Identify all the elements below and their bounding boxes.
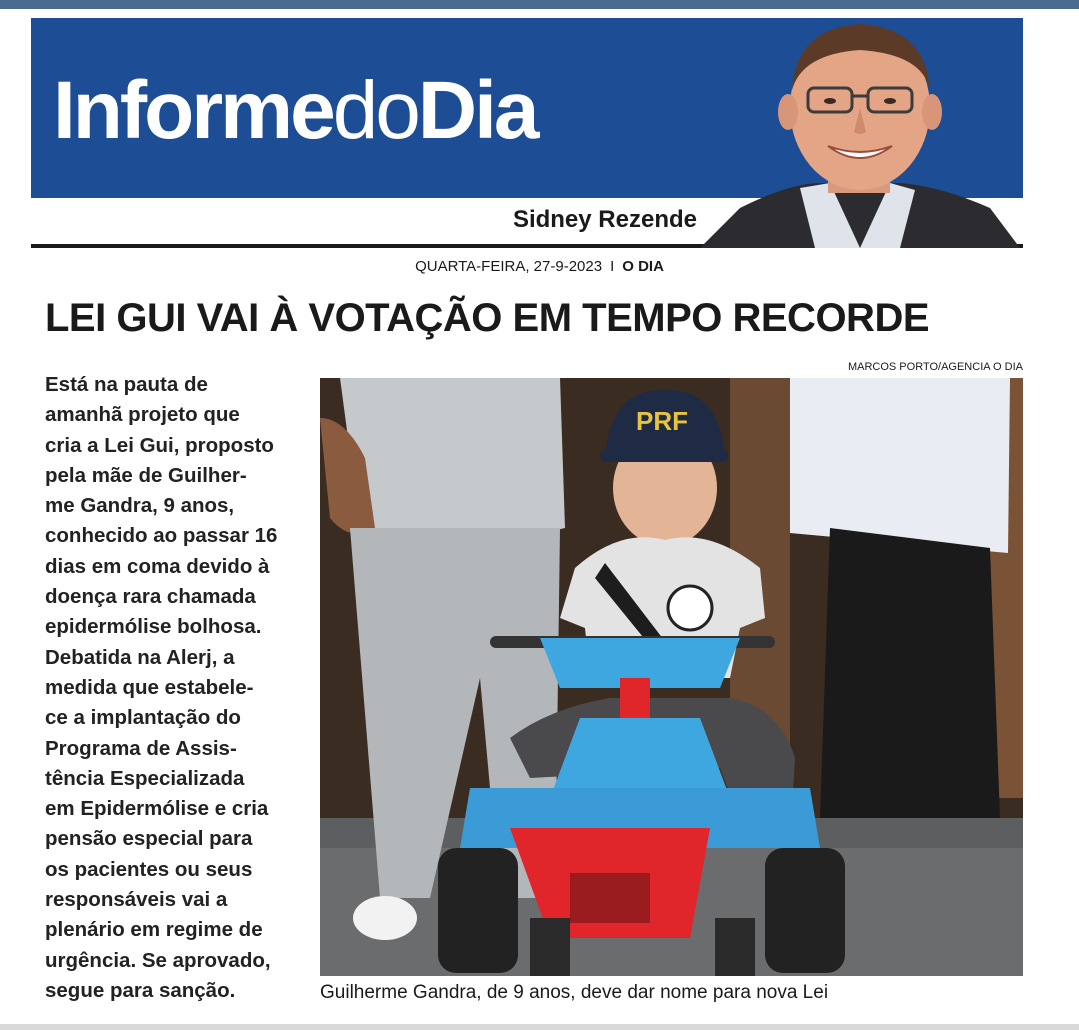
article-body-line: segue para sanção.	[45, 978, 236, 1002]
article-body-line: tência Especializada	[45, 766, 245, 790]
article-body-line: pela mãe de Guilher-	[45, 463, 247, 487]
photo-caption: Guilherme Gandra, de 9 anos, deve dar nome para nova Lei	[320, 982, 829, 1003]
masthead-word-do: do	[332, 65, 418, 156]
cap-logo-text: PRF	[636, 406, 688, 436]
article-body-line: Está na pauta de	[45, 373, 208, 396]
article-body	[45, 370, 325, 1006]
masthead-word-informe: Informe	[53, 65, 333, 156]
publication-date: QUARTA-FEIRA, 27-9-2023	[415, 258, 603, 275]
article-body-line: me Gandra, 9 anos,	[45, 494, 235, 518]
masthead-word-dia: Dia	[417, 65, 537, 156]
article-body-line: medida que estabele-	[45, 675, 254, 699]
photo-credit: MARCOS PORTO/AGENCIA O DIA	[847, 361, 1023, 373]
article-body-line: conhecido ao passar 16	[45, 524, 278, 548]
dateline-separator: I	[610, 258, 615, 275]
article-body-line: responsáveis vai a	[45, 888, 228, 912]
article-body-line: pensão especial para	[45, 827, 253, 851]
article-body-line: plenário em regime de	[45, 918, 263, 942]
article-body-line: urgência. Se aprovado,	[45, 948, 271, 972]
article-body-line: os pacientes ou seus	[45, 857, 253, 881]
dateline	[0, 258, 1079, 275]
article-body-line: epidermólise bolhosa.	[45, 615, 262, 639]
article-body-line: doença rara chamada	[45, 585, 256, 609]
bottom-border	[0, 1024, 1079, 1030]
article-body-line: dias em coma devido à	[45, 554, 270, 578]
columnist-name: Sidney Rezende	[512, 206, 697, 233]
article-body-line: amanhã projeto que	[45, 403, 240, 427]
masthead-title	[53, 65, 537, 156]
article-body-line: Debatida na Alerj, a	[45, 645, 235, 669]
article-body-line: cria a Lei Gui, proposto	[45, 433, 274, 457]
article-headline: LEI GUI VAI À VOTAÇÃO EM TEMPO RECORDE	[45, 296, 930, 340]
newspaper-name: O DIA	[622, 258, 664, 275]
article-photo	[320, 378, 1023, 976]
article-body-line: em Epidermólise e cria	[45, 797, 269, 821]
article-body-line: Programa de Assis-	[45, 736, 237, 760]
article-body-line: ce a implantação do	[45, 706, 241, 730]
columnist-portrait	[700, 8, 1020, 248]
